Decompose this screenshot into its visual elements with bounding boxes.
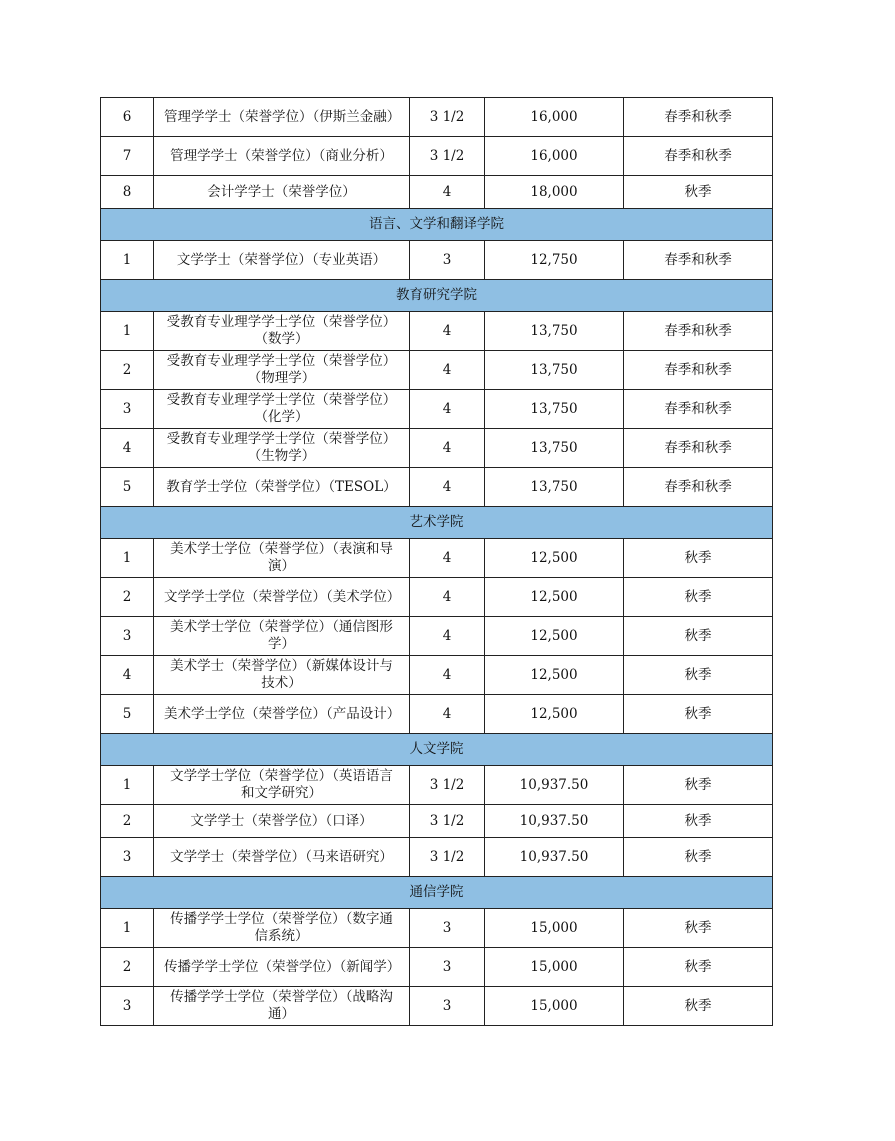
- program-name: 文学学士（荣誉学位）（马来语研究）: [154, 838, 410, 877]
- section-header-row: [101, 507, 773, 539]
- program-name: 受教育专业理学学士学位（荣誉学位）（化学）: [154, 390, 410, 429]
- duration-years: 4: [410, 539, 485, 578]
- duration-years: 4: [410, 578, 485, 617]
- duration-years: 4: [410, 312, 485, 351]
- duration-years: 3: [410, 909, 485, 948]
- table-row: [101, 948, 773, 987]
- program-name: 美术学士学位（荣誉学位）（产品设计）: [154, 695, 410, 734]
- program-name: 传播学学士学位（荣誉学位）（新闻学）: [154, 948, 410, 987]
- table-row: [101, 98, 773, 137]
- table-row: [101, 987, 773, 1026]
- row-number: 1: [101, 539, 154, 578]
- intake-season: 秋季: [624, 539, 773, 578]
- table-row: [101, 312, 773, 351]
- program-fee-table: [100, 97, 773, 1026]
- program-name: 美术学士学位（荣誉学位）（通信图形学）: [154, 617, 410, 656]
- table-row: [101, 766, 773, 805]
- section-header-row: [101, 877, 773, 909]
- intake-season: 秋季: [624, 766, 773, 805]
- table-row: [101, 351, 773, 390]
- duration-years: 4: [410, 176, 485, 209]
- table-row: [101, 838, 773, 877]
- tuition-fee: 15,000: [485, 909, 624, 948]
- row-number: 2: [101, 578, 154, 617]
- row-number: 8: [101, 176, 154, 209]
- row-number: 2: [101, 805, 154, 838]
- tuition-fee: 13,750: [485, 468, 624, 507]
- duration-years: 3 1/2: [410, 838, 485, 877]
- program-name: 美术学士学位（荣誉学位）（表演和导演）: [154, 539, 410, 578]
- table-row: [101, 539, 773, 578]
- row-number: 2: [101, 351, 154, 390]
- row-number: 4: [101, 429, 154, 468]
- row-number: 1: [101, 241, 154, 280]
- tuition-fee: 18,000: [485, 176, 624, 209]
- tuition-fee: 12,500: [485, 656, 624, 695]
- table-row: [101, 617, 773, 656]
- section-header-row: [101, 280, 773, 312]
- duration-years: 3 1/2: [410, 98, 485, 137]
- intake-season: 春季和秋季: [624, 468, 773, 507]
- tuition-fee: 12,500: [485, 539, 624, 578]
- intake-season: 秋季: [624, 176, 773, 209]
- duration-years: 4: [410, 656, 485, 695]
- duration-years: 3 1/2: [410, 766, 485, 805]
- row-number: 2: [101, 948, 154, 987]
- tuition-fee: 12,500: [485, 578, 624, 617]
- duration-years: 4: [410, 695, 485, 734]
- table-row: [101, 241, 773, 280]
- tuition-fee: 13,750: [485, 390, 624, 429]
- duration-years: 4: [410, 429, 485, 468]
- intake-season: 秋季: [624, 617, 773, 656]
- row-number: 3: [101, 987, 154, 1026]
- program-name: 受教育专业理学学士学位（荣誉学位）（物理学）: [154, 351, 410, 390]
- duration-years: 3: [410, 987, 485, 1026]
- row-number: 7: [101, 137, 154, 176]
- row-number: 6: [101, 98, 154, 137]
- program-name: 文学学士（荣誉学位）（专业英语）: [154, 241, 410, 280]
- program-name: 文学学士学位（荣誉学位）（英语语言和文学研究）: [154, 766, 410, 805]
- intake-season: 春季和秋季: [624, 241, 773, 280]
- duration-years: 4: [410, 468, 485, 507]
- program-name: 美术学士（荣誉学位）（新媒体设计与技术）: [154, 656, 410, 695]
- duration-years: 3: [410, 948, 485, 987]
- row-number: 1: [101, 909, 154, 948]
- program-name: 管理学学士（荣誉学位）（商业分析）: [154, 137, 410, 176]
- section-header-row: [101, 734, 773, 766]
- table-row: [101, 176, 773, 209]
- table-row: [101, 656, 773, 695]
- intake-season: 春季和秋季: [624, 137, 773, 176]
- section-title: 艺术学院: [101, 507, 773, 539]
- duration-years: 3: [410, 241, 485, 280]
- program-name: 受教育专业理学学士学位（荣誉学位）（生物学）: [154, 429, 410, 468]
- row-number: 1: [101, 312, 154, 351]
- intake-season: 秋季: [624, 656, 773, 695]
- program-name: 传播学学士学位（荣誉学位）（数字通信系统）: [154, 909, 410, 948]
- section-title: 语言、文学和翻译学院: [101, 209, 773, 241]
- intake-season: 春季和秋季: [624, 98, 773, 137]
- program-name: 会计学学士（荣誉学位）: [154, 176, 410, 209]
- row-number: 5: [101, 695, 154, 734]
- table-row: [101, 468, 773, 507]
- section-header-row: [101, 209, 773, 241]
- row-number: 3: [101, 617, 154, 656]
- tuition-fee: 10,937.50: [485, 766, 624, 805]
- duration-years: 4: [410, 351, 485, 390]
- duration-years: 3 1/2: [410, 137, 485, 176]
- tuition-fee: 13,750: [485, 429, 624, 468]
- intake-season: 秋季: [624, 948, 773, 987]
- tuition-fee: 15,000: [485, 948, 624, 987]
- tuition-fee: 10,937.50: [485, 805, 624, 838]
- program-name: 管理学学士（荣誉学位）（伊斯兰金融）: [154, 98, 410, 137]
- tuition-fee: 13,750: [485, 312, 624, 351]
- intake-season: 春季和秋季: [624, 351, 773, 390]
- intake-season: 秋季: [624, 909, 773, 948]
- section-title: 教育研究学院: [101, 280, 773, 312]
- row-number: 4: [101, 656, 154, 695]
- row-number: 5: [101, 468, 154, 507]
- tuition-fee: 12,500: [485, 617, 624, 656]
- intake-season: 秋季: [624, 805, 773, 838]
- duration-years: 4: [410, 617, 485, 656]
- table-body: [101, 98, 773, 1026]
- section-title: 人文学院: [101, 734, 773, 766]
- table-row: [101, 909, 773, 948]
- intake-season: 春季和秋季: [624, 429, 773, 468]
- duration-years: 4: [410, 390, 485, 429]
- tuition-fee: 10,937.50: [485, 838, 624, 877]
- table-row: [101, 137, 773, 176]
- tuition-fee: 12,750: [485, 241, 624, 280]
- intake-season: 秋季: [624, 987, 773, 1026]
- tuition-fee: 12,500: [485, 695, 624, 734]
- row-number: 3: [101, 838, 154, 877]
- intake-season: 秋季: [624, 578, 773, 617]
- intake-season: 秋季: [624, 695, 773, 734]
- program-name: 教育学士学位（荣誉学位）（TESOL）: [154, 468, 410, 507]
- table-row: [101, 805, 773, 838]
- row-number: 3: [101, 390, 154, 429]
- tuition-fee: 13,750: [485, 351, 624, 390]
- program-name: 受教育专业理学学士学位（荣誉学位）（数学）: [154, 312, 410, 351]
- tuition-fee: 15,000: [485, 987, 624, 1026]
- table-row: [101, 390, 773, 429]
- intake-season: 春季和秋季: [624, 390, 773, 429]
- table-row: [101, 695, 773, 734]
- intake-season: 秋季: [624, 838, 773, 877]
- table-row: [101, 429, 773, 468]
- tuition-fee: 16,000: [485, 98, 624, 137]
- tuition-fee: 16,000: [485, 137, 624, 176]
- program-name: 文学学士学位（荣誉学位）（美术学位）: [154, 578, 410, 617]
- row-number: 1: [101, 766, 154, 805]
- duration-years: 3 1/2: [410, 805, 485, 838]
- intake-season: 春季和秋季: [624, 312, 773, 351]
- table-row: [101, 578, 773, 617]
- section-title: 通信学院: [101, 877, 773, 909]
- program-name: 传播学学士学位（荣誉学位）（战略沟通）: [154, 987, 410, 1026]
- program-name: 文学学士（荣誉学位）（口译）: [154, 805, 410, 838]
